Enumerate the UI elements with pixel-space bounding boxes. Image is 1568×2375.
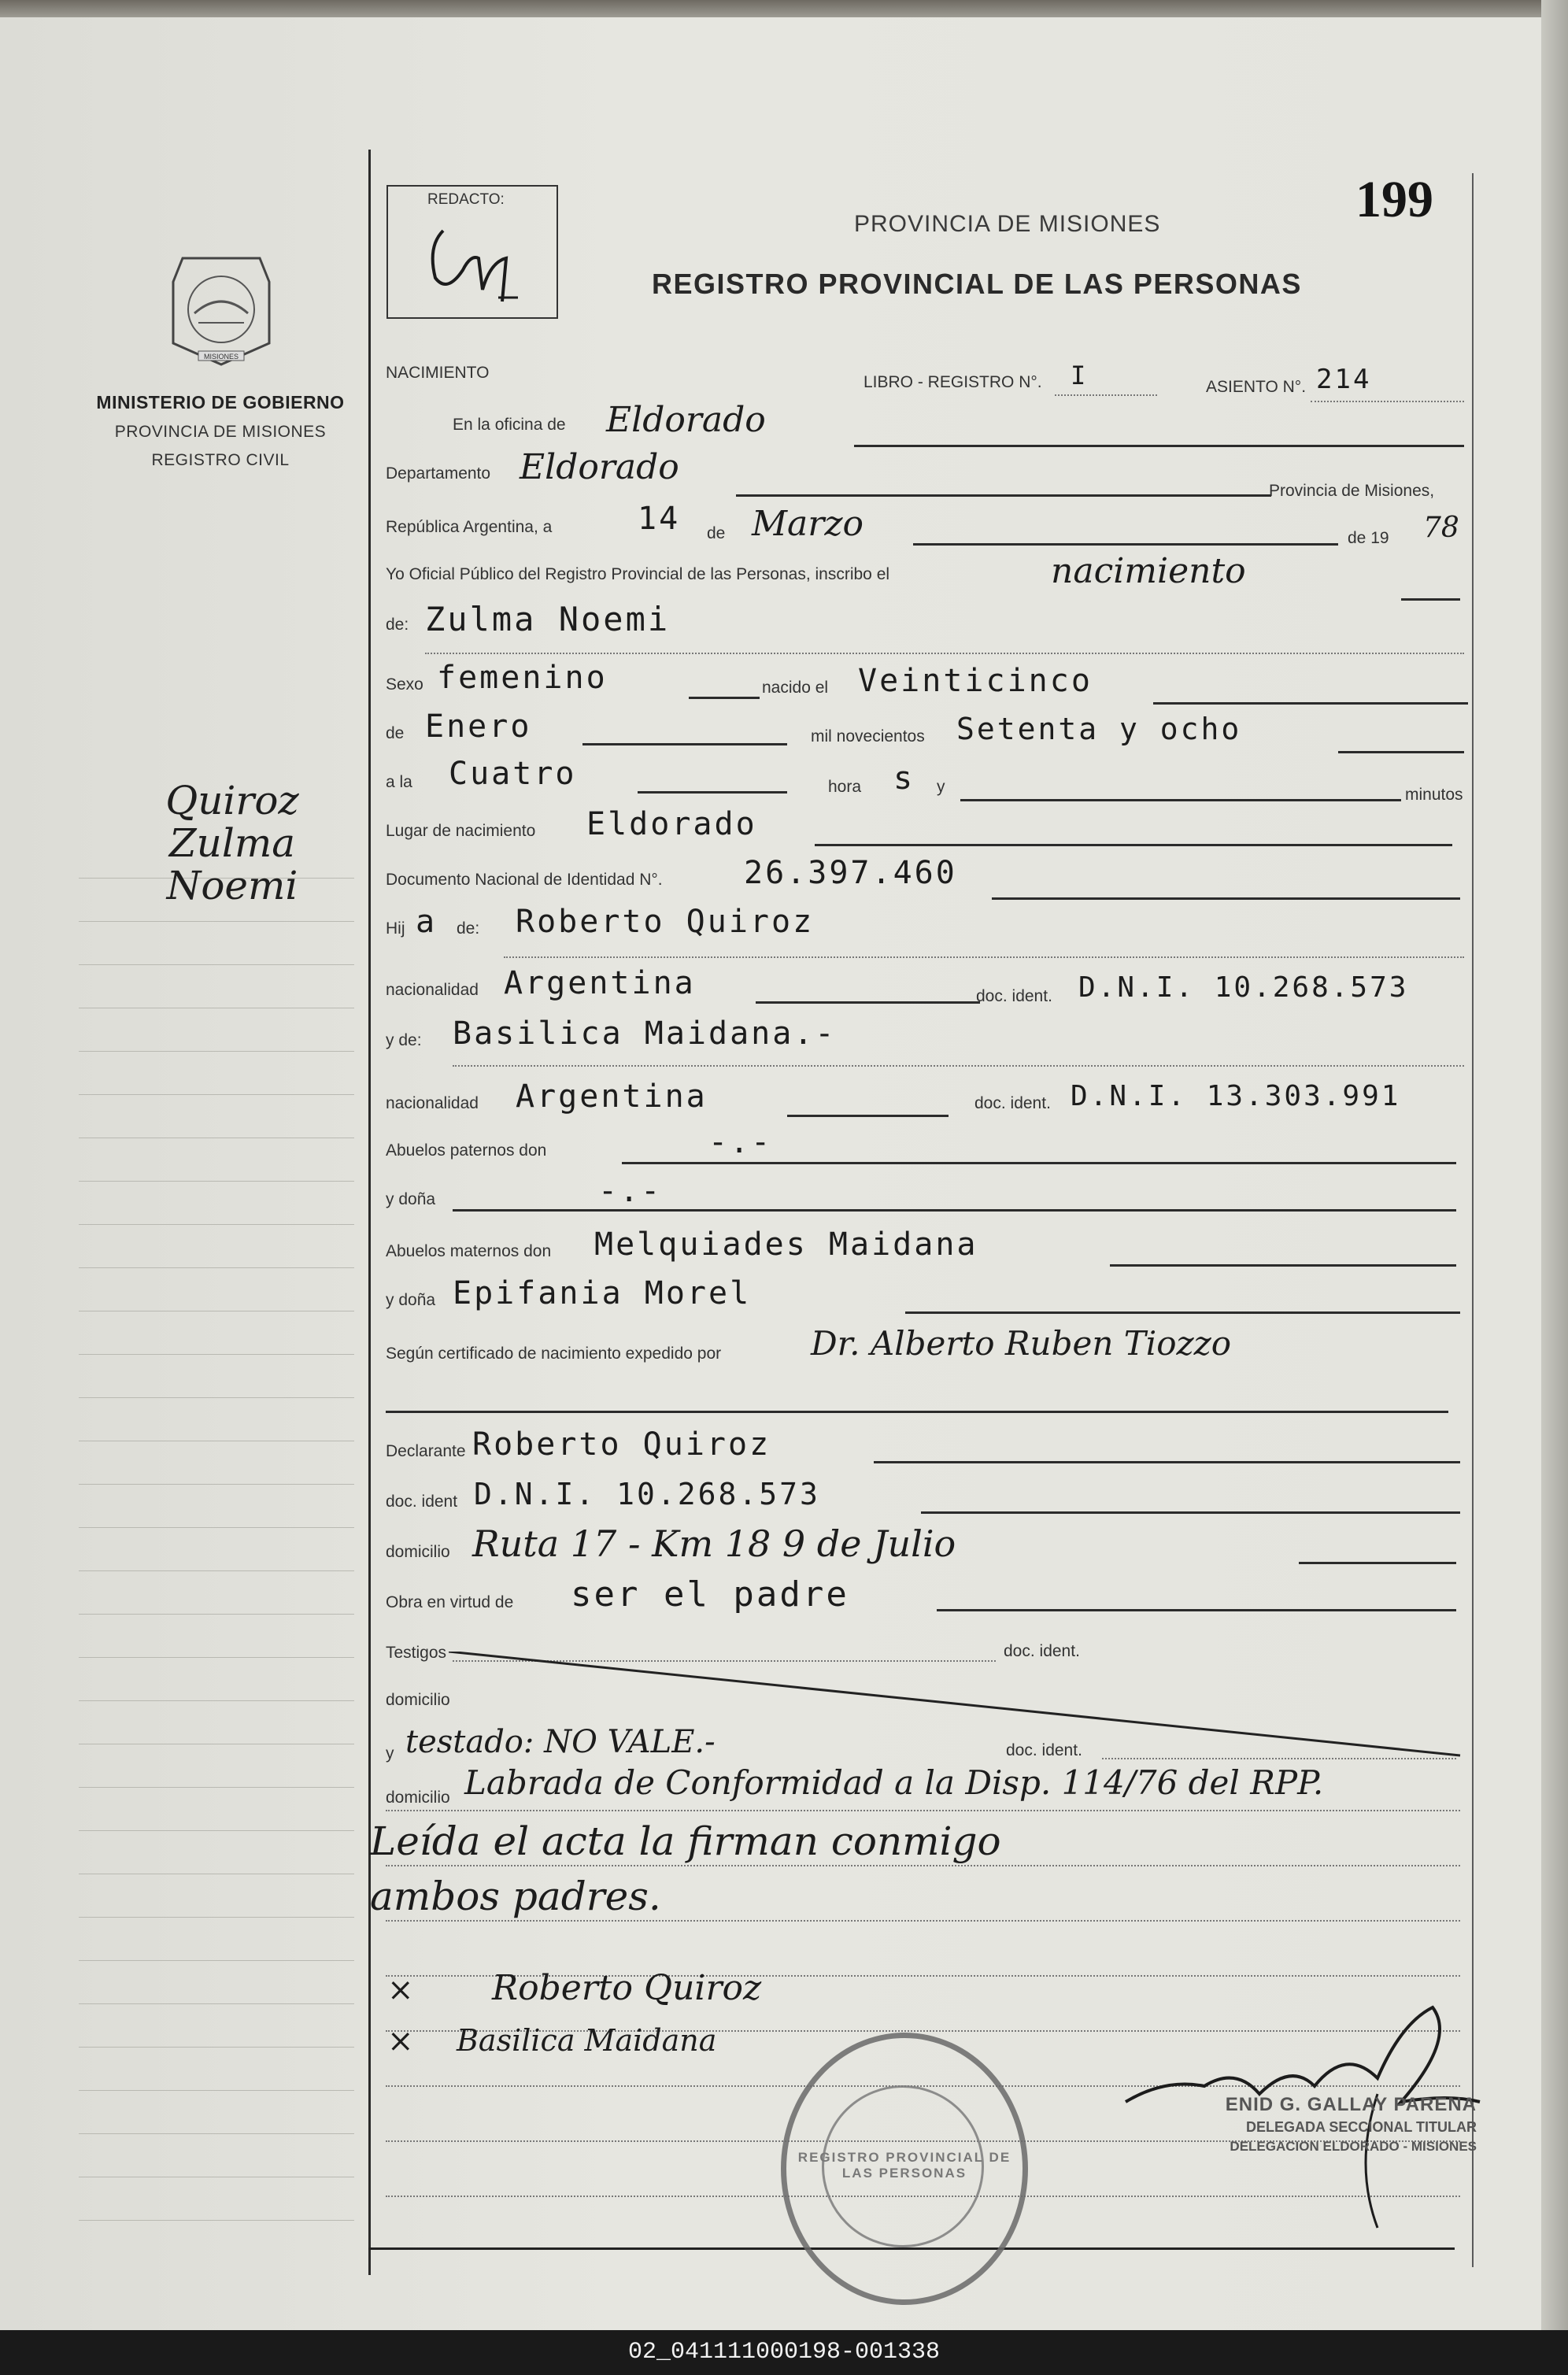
testigo-domicilio-label: domicilio <box>386 1691 450 1709</box>
padre-docident-label: doc. ident. <box>976 987 1052 1005</box>
republica-label: República Argentina, a <box>386 518 553 536</box>
oficial-value: nacimiento <box>1051 551 1246 591</box>
testigos-label: Testigos <box>386 1644 447 1662</box>
minutos-label: minutos <box>1405 786 1463 804</box>
year-label: de 19 <box>1348 529 1389 547</box>
abuela-paterna-value: -.- <box>598 1173 663 1209</box>
mil-value: Setenta y ocho <box>956 712 1242 746</box>
nacido-value: Veinticinco <box>858 663 1093 699</box>
ministry-block <box>79 392 362 470</box>
seal-text: MISIONES <box>203 353 239 361</box>
testado-value: testado: NO VALE.- <box>405 1724 716 1760</box>
scan-right-edge <box>1541 0 1568 2330</box>
testado-docident-label: doc. ident. <box>1006 1741 1082 1759</box>
observation-line-2: Leída el acta la firman conmigo <box>370 1818 1001 1864</box>
observation-line-1: Labrada de Conformidad a la Disp. 114/76 del RPP. <box>464 1763 1324 1802</box>
form-right-border <box>1472 173 1474 2267</box>
provincia-suffix: Provincia de Misiones, <box>1269 482 1435 500</box>
name-value: Zulma Noemi <box>425 600 671 638</box>
delegate-stamp <box>1146 2094 1477 2155</box>
abuela-materna-label: y doña <box>386 1291 436 1309</box>
y-label: y <box>937 778 945 796</box>
declarante-label: Declarante <box>386 1442 466 1460</box>
madre-yde-label: y de: <box>386 1031 422 1049</box>
hora-label: hora <box>828 778 862 796</box>
declarante-value: Roberto Quiroz <box>472 1426 771 1463</box>
sexo-label: Sexo <box>386 675 423 694</box>
redacto-label: REDACTO: <box>427 191 505 208</box>
ministry-province: PROVINCIA DE MISIONES <box>114 423 327 441</box>
domicilio-label: domicilio <box>386 1543 450 1561</box>
departamento-value: Eldorado <box>520 447 679 487</box>
delegate-title: DELEGADA SECCIONAL TITULAR <box>1245 2119 1477 2135</box>
madre-nac-label: nacionalidad <box>386 1094 479 1112</box>
signature-mother: Basilica Maidana <box>457 2023 717 2058</box>
signature-father: Roberto Quiroz <box>492 1968 762 2008</box>
registry-heading: REGISTRO PROVINCIAL DE LAS PERSONAS <box>652 268 1302 300</box>
declarante-docident-label: doc. ident <box>386 1493 458 1511</box>
margin-note <box>118 779 346 907</box>
domicilio-value: Ruta 17 - Km 18 9 de Julio <box>472 1522 956 1565</box>
hija-suffix: a <box>416 904 438 940</box>
form-left-border <box>368 150 371 2275</box>
province-heading: PROVINCIA DE MISIONES <box>854 211 1161 237</box>
oficina-label: En la oficina de <box>453 416 566 434</box>
ministry-registry: REGISTRO CIVIL <box>151 451 290 469</box>
lugar-label: Lugar de nacimiento <box>386 822 536 840</box>
act-type-label: NACIMIENTO <box>386 364 490 382</box>
mes-de-label: de <box>386 724 405 742</box>
sexo-value: femenino <box>437 660 608 696</box>
folio-number: 199 <box>1355 171 1433 228</box>
dni-label: Documento Nacional de Identidad N°. <box>386 871 663 889</box>
obra-label: Obra en virtud de <box>386 1593 514 1611</box>
obs-domicilio-label: domicilio <box>386 1789 450 1807</box>
delegate-office: DELEGACION ELDORADO - MISIONES <box>1230 2139 1477 2154</box>
hora-num: s <box>893 760 915 797</box>
margin-note-surname: Quiroz <box>165 778 299 823</box>
declarante-doc-value: D.N.I. 10.268.573 <box>474 1477 820 1511</box>
lugar-value: Eldorado <box>586 806 757 842</box>
provincial-seal-icon <box>167 250 276 368</box>
day-value: 14 <box>638 501 681 537</box>
stamp-round-text: REGISTRO PROVINCIAL DE LAS PERSONAS <box>797 2150 1011 2181</box>
madre-value: Basilica Maidana.- <box>453 1015 837 1052</box>
oficial-label: Yo Oficial Público del Registro Provincial de las Personas, inscribo el <box>386 565 890 583</box>
abuela-paterna-label: y doña <box>386 1190 436 1208</box>
departamento-label: Departamento <box>386 464 491 483</box>
abuelos-paternos-value: -.- <box>708 1124 773 1160</box>
testigos-docident-label: doc. ident. <box>1004 1642 1080 1660</box>
hora-value: Cuatro <box>449 756 577 792</box>
margin-note-first: Zulma <box>168 820 296 866</box>
ala-label: a la <box>386 773 412 791</box>
year-value: 78 <box>1423 512 1459 544</box>
abuelos-paternos-label: Abuelos paternos don <box>386 1141 547 1160</box>
observation-line-3: ambos padres. <box>370 1874 661 1919</box>
padre-nac-label: nacionalidad <box>386 981 479 999</box>
obra-value: ser el padre <box>571 1574 849 1615</box>
hija-label: Hij <box>386 919 405 938</box>
month-value: Marzo <box>752 504 864 544</box>
libro-label: LIBRO - REGISTRO N°. <box>864 373 1042 391</box>
padre-doc-value: D.N.I. 10.268.573 <box>1078 971 1409 1004</box>
redacto-initials-icon <box>404 215 545 309</box>
abuelos-maternos-value: Melquiades Maidana <box>594 1226 978 1263</box>
oficina-value: Eldorado <box>606 400 766 440</box>
abuela-materna-value: Epifania Morel <box>453 1275 752 1311</box>
abuelos-maternos-label: Abuelos maternos don <box>386 1242 552 1260</box>
madre-nac-value: Argentina <box>516 1078 708 1115</box>
madre-doc-value: D.N.I. 13.303.991 <box>1071 1080 1401 1112</box>
image-caption: 02_041111000198-001338 <box>0 2330 1568 2375</box>
mes-value: Enero <box>425 708 532 745</box>
libro-value: I <box>1071 361 1089 390</box>
hija-de-label: de: <box>457 919 480 938</box>
dni-value: 26.397.460 <box>744 855 957 891</box>
de-label: de <box>707 524 726 542</box>
scan-top-edge <box>0 0 1568 17</box>
margin-note-middle: Noemi <box>166 863 298 908</box>
delegate-name: ENID G. GALLAY PARENA <box>1225 2094 1477 2115</box>
round-official-stamp <box>781 2033 1028 2305</box>
mil-label: mil novecientos <box>811 727 925 745</box>
asiento-value: 214 <box>1316 364 1372 395</box>
signature-mark-2: × <box>387 2023 414 2059</box>
testado-y-label: y <box>386 1744 394 1763</box>
asiento-label: ASIENTO N°. <box>1206 378 1307 396</box>
ministry-name: MINISTERIO DE GOBIERNO <box>96 392 345 412</box>
redacto-box <box>386 185 558 319</box>
name-de-label: de: <box>386 616 409 634</box>
certificado-value: Dr. Alberto Ruben Tiozzo <box>811 1324 1232 1363</box>
padre-value: Roberto Quiroz <box>516 904 815 940</box>
signature-mark-1: × <box>387 1972 414 2008</box>
nacido-label: nacido el <box>762 679 829 697</box>
madre-docident-label: doc. ident. <box>974 1094 1051 1112</box>
padre-nac-value: Argentina <box>504 965 696 1001</box>
certificado-label: Según certificado de nacimiento expedido por <box>386 1345 722 1363</box>
